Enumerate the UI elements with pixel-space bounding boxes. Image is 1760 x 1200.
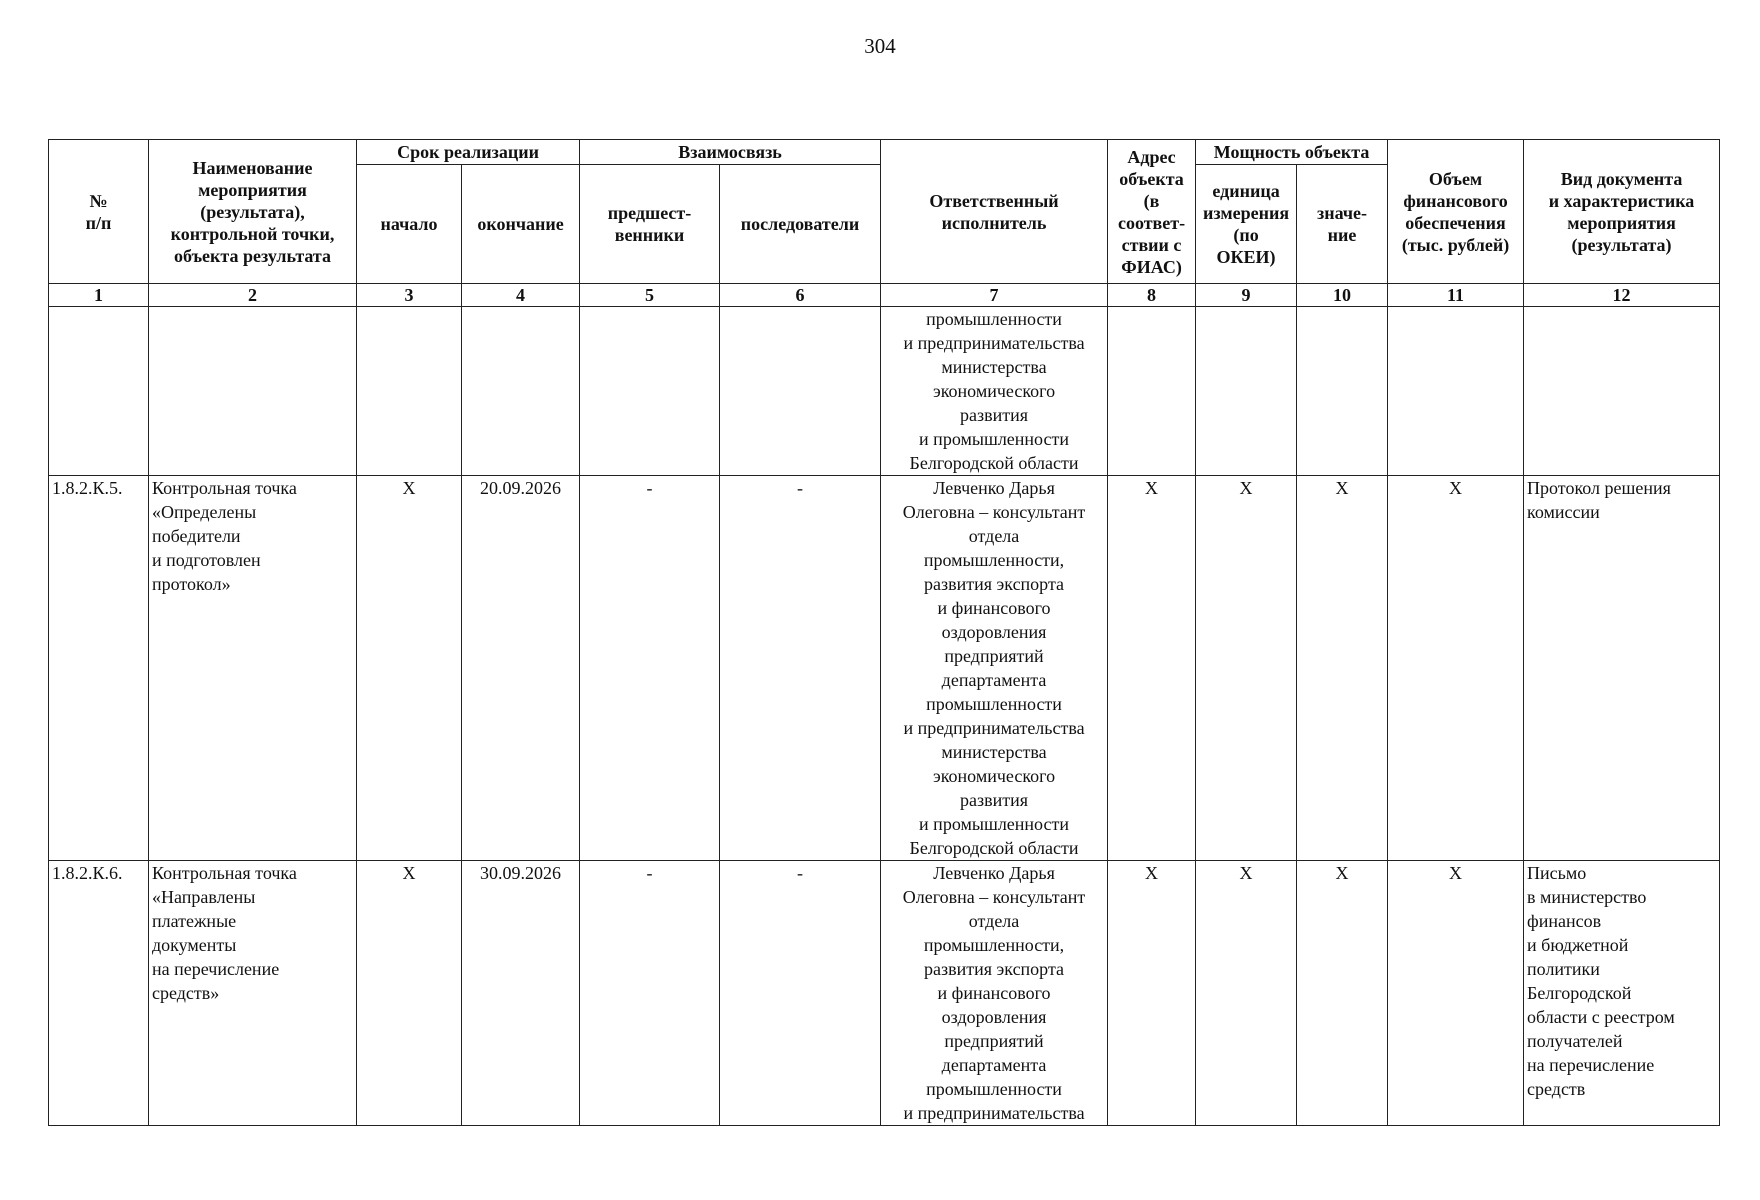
header-link-prev: предшест- венники (580, 165, 720, 284)
row-finance: Х (1388, 861, 1524, 1126)
header-link-next: последователи (720, 165, 881, 284)
table-row (49, 476, 1720, 861)
row-next (720, 307, 881, 476)
row-executor: Левченко Дарья Олеговна – консультант отдела промышленности, развития экспорта и финансового оздоровления предприятий департамента промышленности и предпринимательства (881, 861, 1108, 1126)
header-document: Вид документа и характеристика мероприятия (результата) (1524, 140, 1720, 284)
column-number: 1 (49, 284, 149, 307)
header-name: Наименование мероприятия (результата), контрольной точки, объекта результата (149, 140, 357, 284)
row-start (357, 307, 462, 476)
row-prev: - (580, 861, 720, 1126)
table-row (49, 861, 1720, 1126)
header-term-end: окончание (462, 165, 580, 284)
row-start: Х (357, 476, 462, 861)
row-finance (1388, 307, 1524, 476)
column-number: 2 (149, 284, 357, 307)
column-number: 8 (1108, 284, 1196, 307)
header-term-group: Срок реализации (357, 140, 580, 165)
column-number: 12 (1524, 284, 1720, 307)
column-number: 6 (720, 284, 881, 307)
row-end: 30.09.2026 (462, 861, 580, 1126)
row-executor: Левченко Дарья Олеговна – консультант отдела промышленности, развития экспорта и финансового оздоровления предприятий департамента промышленности и предпринимательства министерства экономического развития и промышленности Белгородской области (881, 476, 1108, 861)
column-number: 7 (881, 284, 1108, 307)
row-name (149, 307, 357, 476)
page-number: 304 (864, 34, 896, 58)
row-document (1524, 307, 1720, 476)
row-end (462, 307, 580, 476)
row-address (1108, 307, 1196, 476)
column-number: 3 (357, 284, 462, 307)
header-address: Адрес объекта (в соответ- ствии с ФИАС) (1108, 140, 1196, 284)
row-executor: промышленности и предпринимательства министерства экономического развития и промышленности Белгородской области (881, 307, 1108, 476)
row-unit: Х (1196, 861, 1297, 1126)
table-row-continuation (49, 307, 1720, 476)
row-document: Письмо в министерство финансов и бюджетной политики Белгородской области с реестром получателей на перечисление средств (1524, 861, 1720, 1126)
row-start: Х (357, 861, 462, 1126)
plan-table (48, 139, 1720, 1126)
column-number: 10 (1297, 284, 1388, 307)
row-document: Протокол решения комиссии (1524, 476, 1720, 861)
header-row-top (49, 140, 1720, 165)
column-number: 4 (462, 284, 580, 307)
row-finance: Х (1388, 476, 1524, 861)
row-unit (1196, 307, 1297, 476)
row-prev: - (580, 476, 720, 861)
row-value: Х (1297, 861, 1388, 1126)
header-executor: Ответственный исполнитель (881, 140, 1108, 284)
column-number: 9 (1196, 284, 1297, 307)
row-name: Контрольная точка «Определены победители и подготовлен протокол» (149, 476, 357, 861)
row-next: - (720, 476, 881, 861)
row-prev (580, 307, 720, 476)
row-address: Х (1108, 861, 1196, 1126)
header-link-group: Взаимосвязь (580, 140, 881, 165)
row-end: 20.09.2026 (462, 476, 580, 861)
header-capacity-group: Мощность объекта (1196, 140, 1388, 165)
row-value: Х (1297, 476, 1388, 861)
header-term-start: начало (357, 165, 462, 284)
header-number: № п/п (49, 140, 149, 284)
row-value (1297, 307, 1388, 476)
row-number (49, 307, 149, 476)
header-capacity-value: значе- ние (1297, 165, 1388, 284)
header-capacity-unit: единица измерения (по ОКЕИ) (1196, 165, 1297, 284)
row-next: - (720, 861, 881, 1126)
column-numbers-row (49, 284, 1720, 307)
row-name: Контрольная точка «Направлены платежные документы на перечисление средств» (149, 861, 357, 1126)
row-address: Х (1108, 476, 1196, 861)
column-number: 5 (580, 284, 720, 307)
column-number: 11 (1388, 284, 1524, 307)
row-unit: Х (1196, 476, 1297, 861)
header-finance: Объем финансового обеспечения (тыс. рублей) (1388, 140, 1524, 284)
row-number: 1.8.2.К.5. (49, 476, 149, 861)
row-number: 1.8.2.К.6. (49, 861, 149, 1126)
